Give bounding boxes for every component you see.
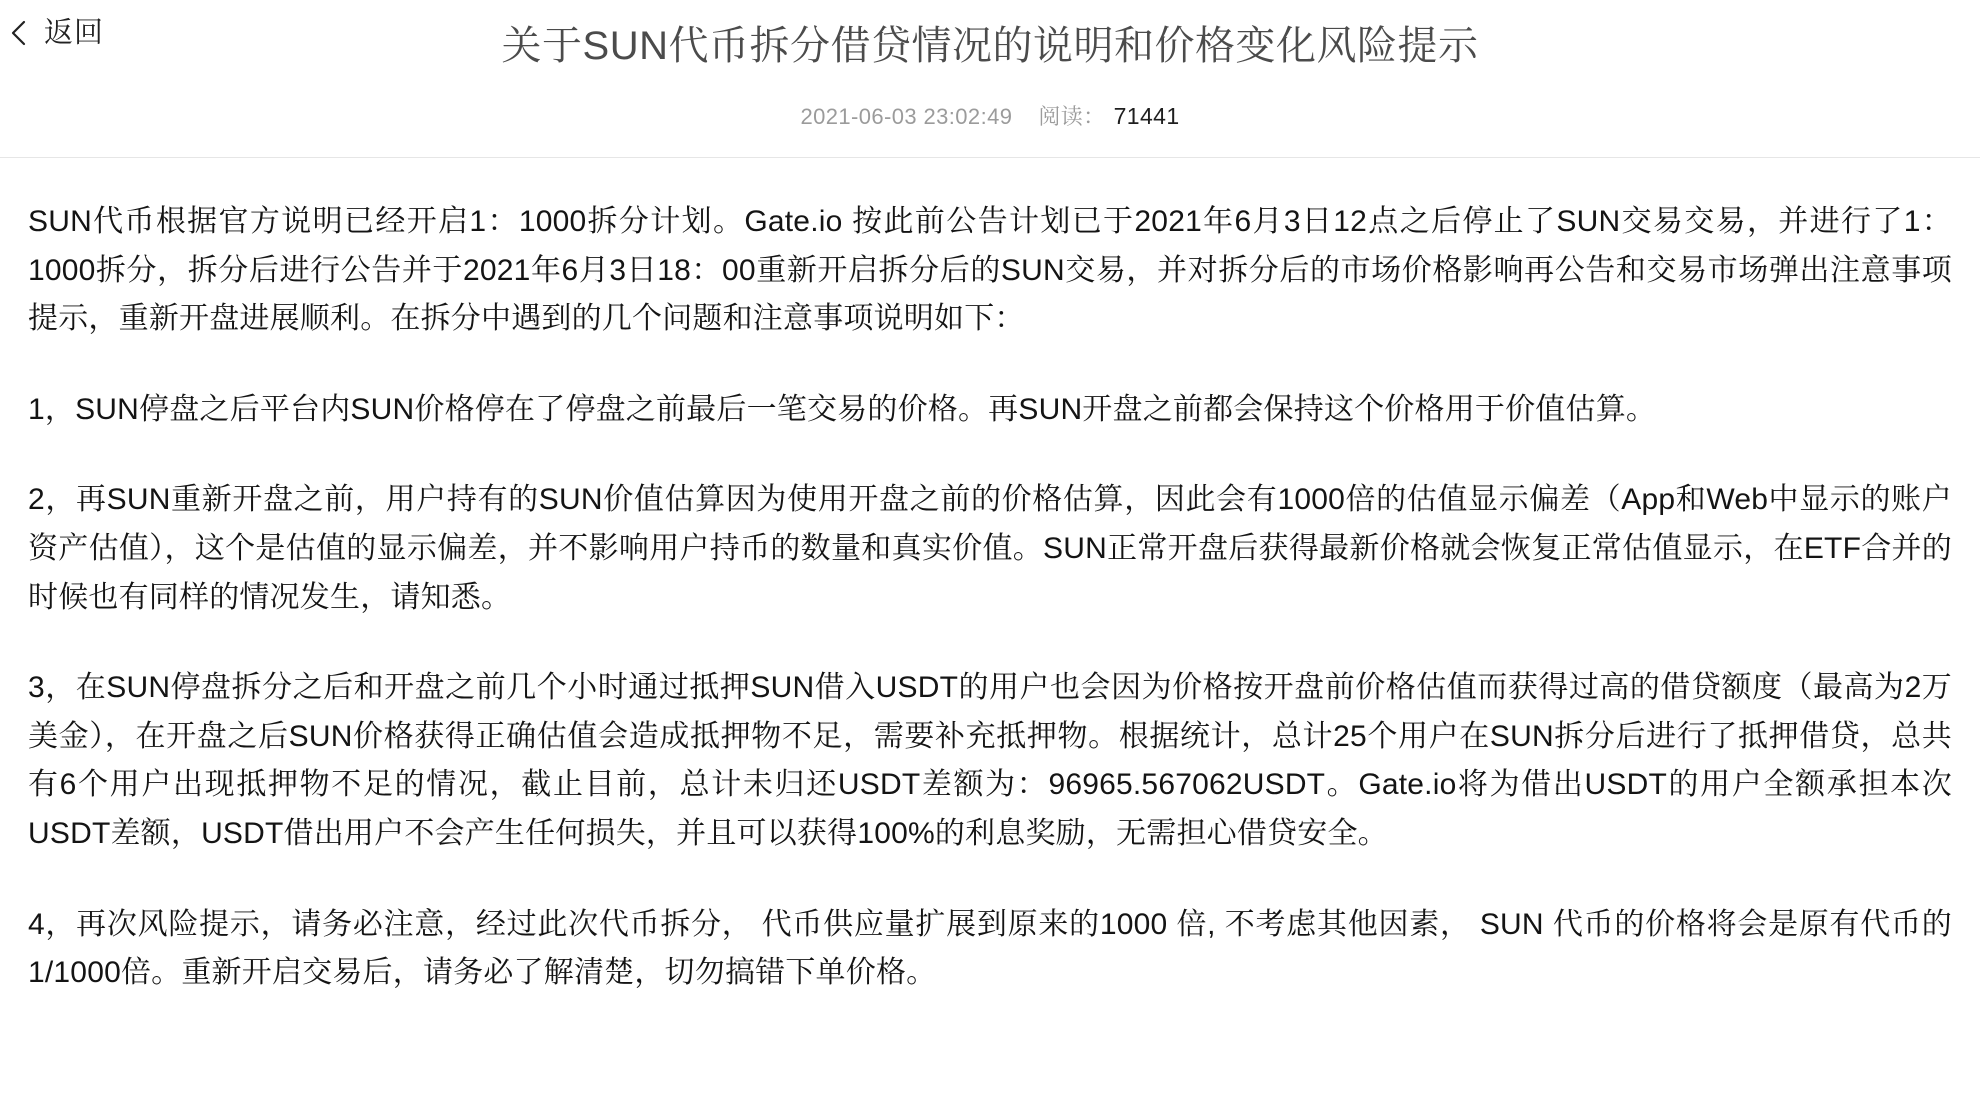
view-count-label: 阅读： — [1038, 104, 1106, 129]
article-body — [0, 158, 1980, 1058]
back-button[interactable] — [8, 18, 104, 48]
chevron-left-icon — [8, 18, 30, 48]
article-paragraph: 2，再SUN重新开盘之前，用户持有的SUN价值估算因为使用开盘之前的价格估算，因此会有1000倍的估值显示偏差（App和Web中显示的账户资产估值），这个是估值的显示偏差，并不影响用户持币的数量和真实价值。SUN正常开盘后获得最新价格就会恢复正常估值显示，在ETF合并的时候也有同样的情况发生，请知悉。 — [28, 483, 1952, 614]
article-meta — [0, 100, 1980, 131]
page-title: 关于SUN代币拆分借贷情况的说明和价格变化风险提示 — [501, 24, 1479, 68]
article-paragraph: SUN代币根据官方说明已经开启1：1000拆分计划。Gate.io 按此前公告计划已于2021年6月3日12点之后停止了SUN交易交易，并进行了1：1000拆分，拆分后进行公告并于2021年6月3日18：00重新开启拆分后的SUN交易，并对拆分后的市场价格影响再公告和交易市场弹出注意事项提示，重新开盘进展顺利。在拆分中遇到的几个问题和注意事项说明如下： — [28, 205, 1952, 336]
publish-date: 2021-06-03 23:02:49 — [800, 104, 1013, 129]
page-header — [0, 0, 1980, 158]
view-count-group — [1038, 100, 1179, 131]
article-paragraph: 4，再次风险提示，请务必注意，经过此次代币拆分， 代币供应量扩展到原来的1000 倍, 不考虑其他因素， SUN 代币的价格将会是原有代币的1/1000倍。重新开启交易后，请务必了解清楚，切勿搞错下单价格。 — [28, 907, 1952, 990]
back-button-label: 返回 — [44, 16, 105, 49]
view-count-value: 71441 — [1113, 103, 1180, 129]
article-paragraph: 3，在SUN停盘拆分之后和开盘之前几个小时通过抵押SUN借入USDT的用户也会因为价格按开盘前价格估值而获得过高的借贷额度（最高为2万美金），在开盘之后SUN价格获得正确估值会造成抵押物不足，需要补充抵押物。根据统计，总计25个用户在SUN拆分后进行了抵押借贷，总共有6个用户出现抵押物不足的情况，截止目前，总计未归还USDT差额为：96965.567062USDT。Gate.io将为借出USDT的用户全额承担本次USDT差额，USDT借出用户不会产生任何损失，并且可以获得100%的利息奖励，无需担心借贷安全。 — [28, 671, 1952, 850]
article-paragraph: 1，SUN停盘之后平台内SUN价格停在了停盘之前最后一笔交易的价格。再SUN开盘之前都会保持这个价格用于价值估算。 — [28, 392, 1657, 426]
